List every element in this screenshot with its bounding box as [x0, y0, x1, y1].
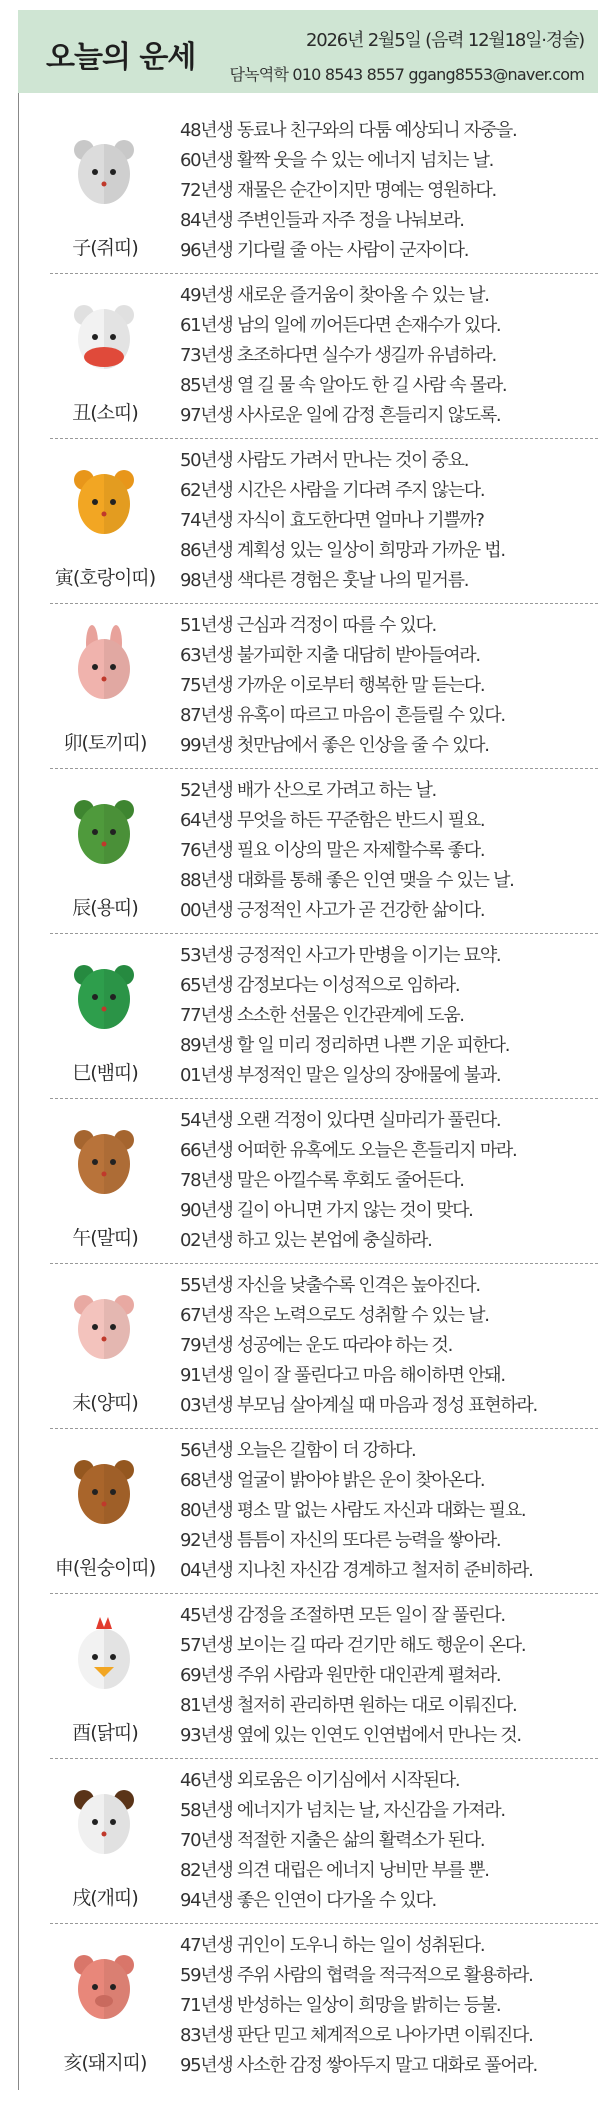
zodiac-section	[50, 1263, 598, 1429]
fortune-line: 78년생 말은 아낄수록 후회도 줄어든다.	[180, 1170, 464, 1191]
fortune-line: 46년생 외로움은 이기심에서 시작된다.	[180, 1770, 460, 1791]
fortune-line: 71년생 반성하는 일상이 희망을 밝히는 등불.	[180, 1995, 501, 2016]
fortune-line: 56년생 오늘은 길함이 더 강하다.	[180, 1440, 416, 1461]
fortune-line: 93년생 옆에 있는 인연도 인연법에서 만나는 것.	[180, 1725, 521, 1746]
fortune-line: 75년생 가까운 이로부터 행복한 말 듣는다.	[180, 675, 485, 696]
fortune-lines	[180, 611, 505, 761]
pig-icon	[72, 1945, 136, 2025]
fortune-line: 91년생 일이 잘 풀린다고 마음 해이하면 안돼.	[180, 1365, 505, 1386]
fortune-line: 04년생 지나친 자신감 경계하고 철저히 준비하라.	[180, 1560, 533, 1581]
zodiac-section	[50, 1098, 598, 1264]
fortune-line: 82년생 의견 대립은 에너지 낭비만 부를 뿐.	[180, 1860, 489, 1881]
fortune-line: 84년생 주변인들과 자주 정을 나눠보라.	[180, 210, 464, 231]
fortune-line: 69년생 주위 사람과 원만한 대인관계 펼쳐라.	[180, 1665, 501, 1686]
zodiac-label: 辰(용띠)	[72, 897, 138, 919]
fortune-line: 52년생 배가 산으로 가려고 하는 날.	[180, 780, 436, 801]
fortune-line: 89년생 할 일 미리 정리하면 나쁜 기운 피한다.	[180, 1035, 510, 1056]
zodiac-section	[50, 1923, 598, 2088]
zodiac-label: 巳(뱀띠)	[72, 1062, 138, 1084]
zodiac-section	[50, 1428, 598, 1594]
zodiac-section	[50, 93, 598, 274]
fortune-line: 88년생 대화를 통해 좋은 인연 맺을 수 있는 날.	[180, 870, 514, 891]
horse-icon	[72, 1120, 136, 1200]
fortune-line: 67년생 작은 노력으로도 성취할 수 있는 날.	[180, 1305, 489, 1326]
fortune-line: 63년생 불가피한 지출 대담히 받아들여라.	[180, 645, 480, 666]
fortune-lines	[180, 116, 516, 266]
zodiac-section	[50, 438, 598, 604]
fortune-line: 65년생 감정보다는 이성적으로 임하라.	[180, 975, 460, 996]
fortune-line: 50년생 사람도 가려서 만나는 것이 중요.	[180, 450, 469, 471]
fortune-line: 61년생 남의 일에 끼어든다면 손재수가 있다.	[180, 315, 501, 336]
fortune-line: 47년생 귀인이 도우니 하는 일이 성취된다.	[180, 1935, 485, 1956]
fortune-line: 76년생 필요 이상의 말은 자제할수록 좋다.	[180, 840, 485, 861]
fortune-line: 64년생 무엇을 하든 꾸준함은 반드시 필요.	[180, 810, 485, 831]
dragon-icon	[72, 790, 136, 870]
fortune-line: 74년생 자식이 효도한다면 얼마나 기쁠까?	[180, 510, 484, 531]
fortune-line: 58년생 에너지가 넘치는 날, 자신감을 가져라.	[180, 1800, 505, 1821]
zodiac-label: 卯(토끼띠)	[63, 732, 147, 754]
fortune-line: 62년생 시간은 사람을 기다려 주지 않는다.	[180, 480, 485, 501]
fortune-lines	[180, 1271, 537, 1421]
fortune-lines	[180, 1931, 537, 2081]
fortune-line: 80년생 평소 말 없는 사람도 자신과 대화는 필요.	[180, 1500, 526, 1521]
fortune-line: 87년생 유혹이 따르고 마음이 흔들릴 수 있다.	[180, 705, 505, 726]
fortune-line: 01년생 부정적인 말은 일상의 장애물에 불과.	[180, 1065, 501, 1086]
sheep-icon	[72, 1285, 136, 1365]
fortune-lines	[180, 446, 505, 596]
fortune-line: 94년생 좋은 인연이 다가올 수 있다.	[180, 1890, 436, 1911]
snake-icon	[72, 955, 136, 1035]
zodiac-label: 戌(개띠)	[72, 1887, 138, 1909]
fortune-line: 02년생 하고 있는 본업에 충실하라.	[180, 1230, 432, 1251]
fortune-line: 53년생 긍정적인 사고가 만병을 이기는 묘약.	[180, 945, 501, 966]
dog-icon	[72, 1780, 136, 1860]
fortune-line: 51년생 근심과 걱정이 따를 수 있다.	[180, 615, 436, 636]
fortune-line: 66년생 어떠한 유혹에도 오늘은 흔들리지 마라.	[180, 1140, 517, 1161]
zodiac-label: 酉(닭띠)	[72, 1722, 138, 1744]
fortune-line: 54년생 오랜 걱정이 있다면 실마리가 풀린다.	[180, 1110, 501, 1131]
fortune-lines	[180, 1106, 516, 1256]
fortune-lines	[180, 1601, 525, 1751]
zodiac-label: 午(말띠)	[72, 1227, 138, 1249]
fortune-line: 03년생 부모님 살아계실 때 마음과 정성 표현하라.	[180, 1395, 537, 1416]
fortune-line: 48년생 동료나 친구와의 다툼 예상되니 자중을.	[180, 120, 517, 141]
rat-icon	[72, 130, 136, 210]
zodiac-section	[50, 1593, 598, 1759]
fortune-line: 92년생 틈틈이 자신의 또다른 능력을 쌓아라.	[180, 1530, 501, 1551]
fortune-line: 99년생 첫만남에서 좋은 인상을 줄 수 있다.	[180, 735, 489, 756]
fortune-line: 97년생 사사로운 일에 감정 흔들리지 않도록.	[180, 405, 501, 426]
fortune-lines	[180, 1436, 533, 1586]
tiger-icon	[72, 460, 136, 540]
fortune-line: 49년생 새로운 즐거움이 찾아올 수 있는 날.	[180, 285, 489, 306]
fortune-line: 79년생 성공에는 운도 따라야 하는 것.	[180, 1335, 453, 1356]
fortune-line: 55년생 자신을 낮출수록 인격은 높아진다.	[180, 1275, 480, 1296]
zodiac-label: 未(양띠)	[72, 1392, 138, 1414]
fortune-lines	[180, 941, 509, 1091]
rabbit-icon	[72, 625, 136, 705]
zodiac-section	[50, 273, 598, 439]
date-line: 2026년 2월5일 (음력 12월18일·경술)	[306, 30, 584, 51]
fortune-line: 81년생 철저히 관리하면 원하는 대로 이뤄진다.	[180, 1695, 517, 1716]
fortune-line: 98년생 색다른 경험은 훗날 나의 밑거름.	[180, 570, 469, 591]
fortune-lines	[180, 776, 514, 926]
fortune-line: 95년생 사소한 감정 쌓아두지 말고 대화로 풀어라.	[180, 2055, 537, 2076]
fortune-line: 45년생 감정을 조절하면 모든 일이 잘 풀린다.	[180, 1605, 505, 1626]
fortune-line: 73년생 초조하다면 실수가 생길까 유념하라.	[180, 345, 496, 366]
fortune-line: 70년생 적절한 지출은 삶의 활력소가 된다.	[180, 1830, 485, 1851]
fortune-line: 68년생 얼굴이 밝아야 밝은 운이 찾아온다.	[180, 1470, 485, 1491]
fortune-line: 96년생 기다릴 줄 아는 사람이 군자이다.	[180, 240, 469, 261]
fortune-lines	[180, 281, 506, 431]
fortune-line: 60년생 활짝 웃을 수 있는 에너지 넘치는 날.	[180, 150, 494, 171]
header-banner	[18, 10, 598, 93]
fortune-line: 85년생 열 길 물 속 알아도 한 길 사람 속 몰라.	[180, 375, 507, 396]
fortune-line: 57년생 보이는 길 따라 걷기만 해도 행운이 온다.	[180, 1635, 526, 1656]
zodiac-label: 申(원숭이띠)	[54, 1557, 156, 1579]
zodiac-label: 丑(소띠)	[72, 402, 138, 424]
page-title: 오늘의 운세	[46, 40, 196, 75]
fortune-line: 59년생 주위 사람의 협력을 적극적으로 활용하라.	[180, 1965, 533, 1986]
contact-line: 담녹역학 010 8543 8557 ggang8553@naver.com	[229, 65, 584, 84]
monkey-icon	[72, 1450, 136, 1530]
fortune-line: 77년생 소소한 선물은 인간관계에 도움.	[180, 1005, 464, 1026]
zodiac-section	[50, 933, 598, 1099]
fortune-line: 00년생 긍정적인 사고가 곧 건강한 삶이다.	[180, 900, 485, 921]
fortune-line: 83년생 판단 믿고 체계적으로 나아가면 이뤄진다.	[180, 2025, 533, 2046]
zodiac-label: 子(쥐띠)	[72, 237, 138, 259]
zodiac-section	[50, 768, 598, 934]
zodiac-section	[50, 603, 598, 769]
fortune-line: 86년생 계획성 있는 일상이 희망과 가까운 법.	[180, 540, 505, 561]
zodiac-section	[50, 1758, 598, 1924]
fortune-line: 72년생 재물은 순간이지만 명예는 영원하다.	[180, 180, 496, 201]
fortune-lines	[180, 1766, 505, 1916]
cow-icon	[72, 295, 136, 375]
rooster-icon	[72, 1615, 136, 1695]
zodiac-label: 亥(돼지띠)	[63, 2052, 147, 2074]
zodiac-label: 寅(호랑이띠)	[54, 567, 156, 589]
fortune-line: 90년생 길이 아니면 가지 않는 것이 맞다.	[180, 1200, 473, 1221]
left-rule	[18, 93, 19, 2090]
